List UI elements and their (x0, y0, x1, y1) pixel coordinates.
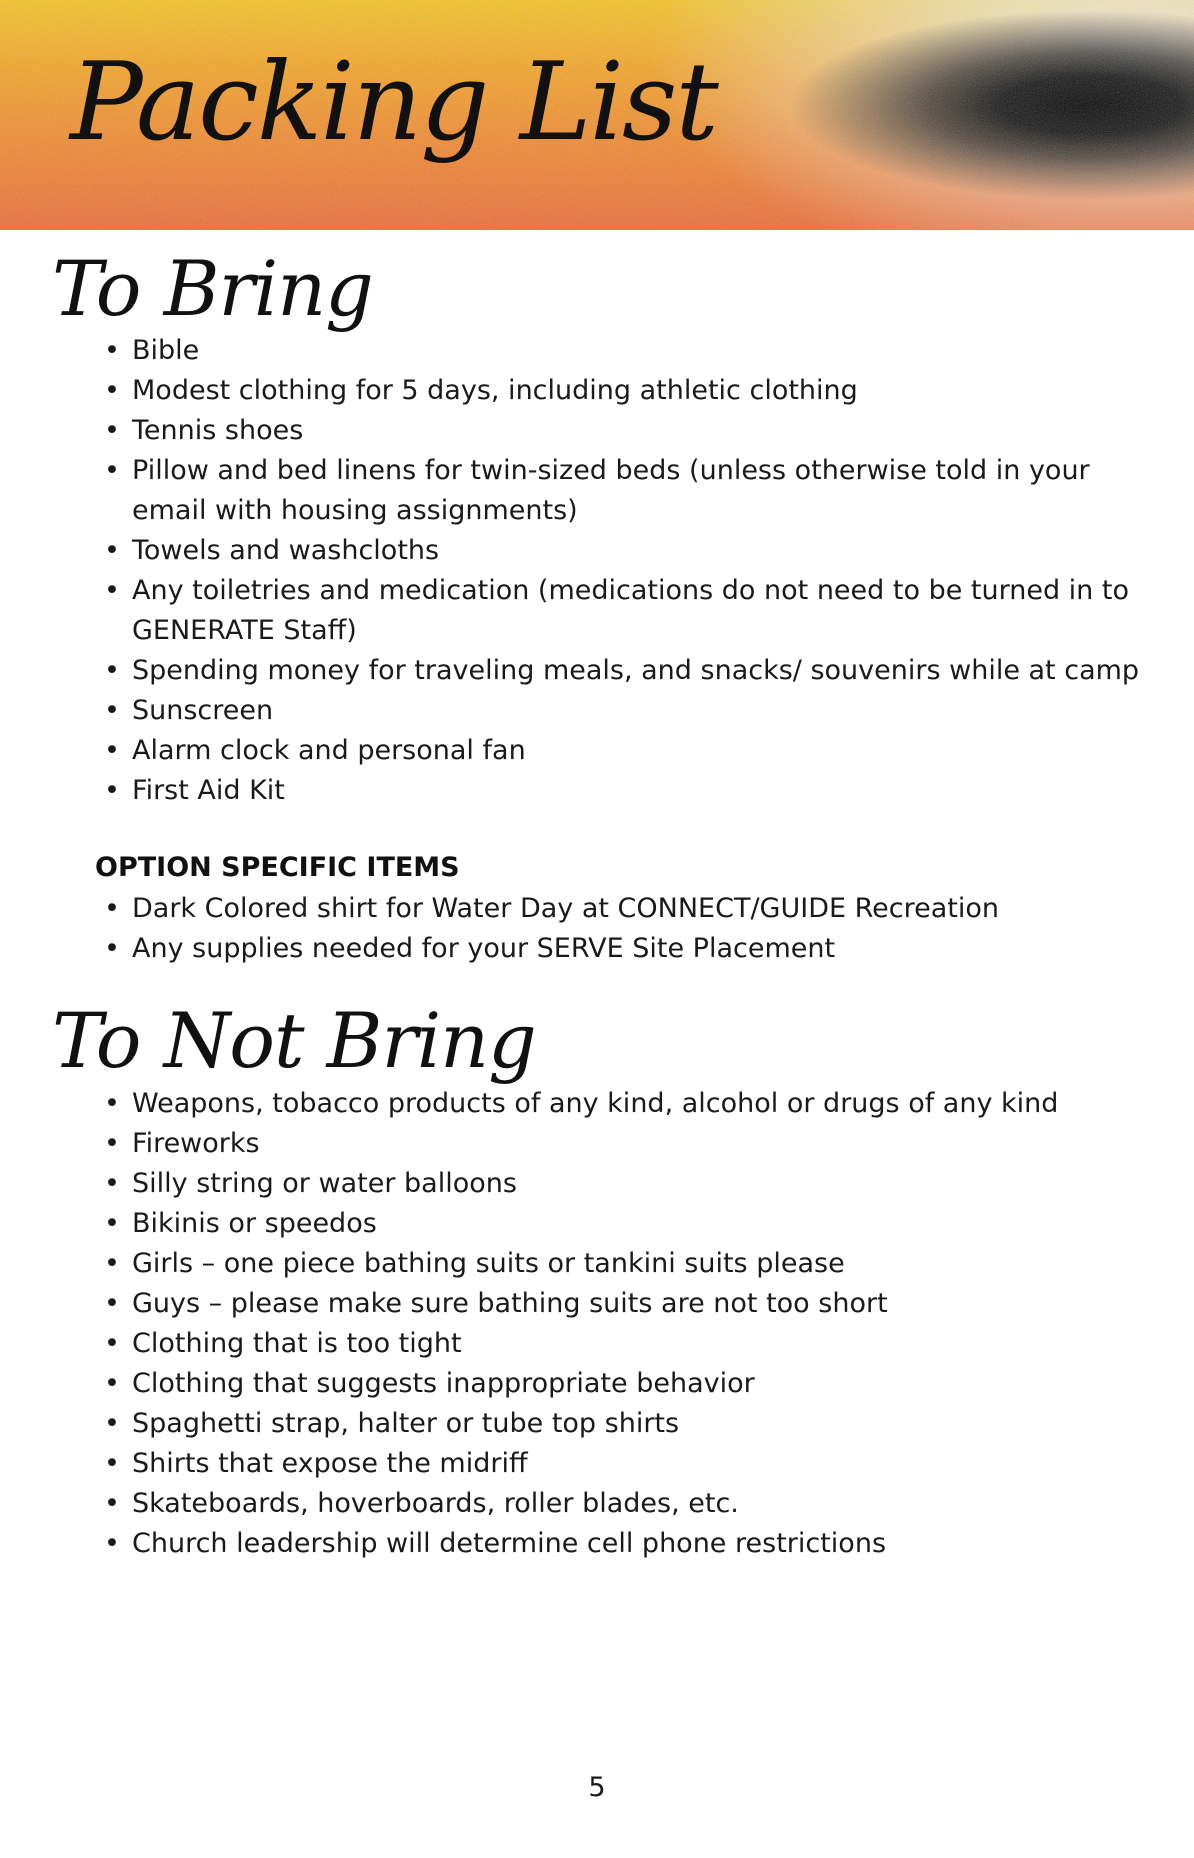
list-item: • Dark Colored shirt for Water Day at CONNECT/GUIDE Recreation (100, 889, 1140, 929)
list-item: • Spaghetti strap, halter or tube top shirts (100, 1404, 1140, 1444)
list-item: • Any supplies needed for your SERVE Site Placement (100, 929, 1140, 969)
page-title: Packing List (70, 40, 717, 165)
to-not-bring-list (100, 1084, 1140, 1564)
list-item: • Shirts that expose the midriff (100, 1444, 1140, 1484)
page-number: 5 (588, 1772, 606, 1803)
list-item: • Sunscreen (100, 691, 1140, 731)
option-specific-list (100, 889, 1140, 969)
to-not-bring-heading: To Not Bring (52, 996, 536, 1085)
list-item: • Clothing that is too tight (100, 1324, 1140, 1364)
list-item: • First Aid Kit (100, 771, 1140, 811)
list-item: • Guys – please make sure bathing suits are not too short (100, 1284, 1140, 1324)
list-item: • Pillow and bed linens for twin-sized beds (unless otherwise told in your email with housing assignments) (100, 451, 1140, 531)
list-item: • Church leadership will determine cell phone restrictions (100, 1524, 1140, 1564)
list-item: • Bible (100, 331, 1140, 371)
list-item: • Tennis shoes (100, 411, 1140, 451)
to-bring-list (100, 331, 1140, 811)
to-bring-heading: To Bring (52, 244, 373, 333)
list-item: • Modest clothing for 5 days, including athletic clothing (100, 371, 1140, 411)
list-item: • Weapons, tobacco products of any kind, alcohol or drugs of any kind (100, 1084, 1140, 1124)
list-item: • Fireworks (100, 1124, 1140, 1164)
list-item: • Towels and washcloths (100, 531, 1140, 571)
option-specific-heading: OPTION SPECIFIC ITEMS (95, 852, 460, 883)
list-item: • Skateboards, hoverboards, roller blades, etc. (100, 1484, 1140, 1524)
list-item: • Bikinis or speedos (100, 1204, 1140, 1244)
list-item: • Silly string or water balloons (100, 1164, 1140, 1204)
list-item: • Any toiletries and medication (medications do not need to be turned in to GENERATE Staff) (100, 571, 1140, 651)
list-item: • Spending money for traveling meals, and snacks/ souvenirs while at camp (100, 651, 1140, 691)
header-banner (0, 0, 1194, 230)
list-item: • Alarm clock and personal fan (100, 731, 1140, 771)
list-item: • Girls – one piece bathing suits or tankini suits please (100, 1244, 1140, 1284)
list-item: • Clothing that suggests inappropriate behavior (100, 1364, 1140, 1404)
